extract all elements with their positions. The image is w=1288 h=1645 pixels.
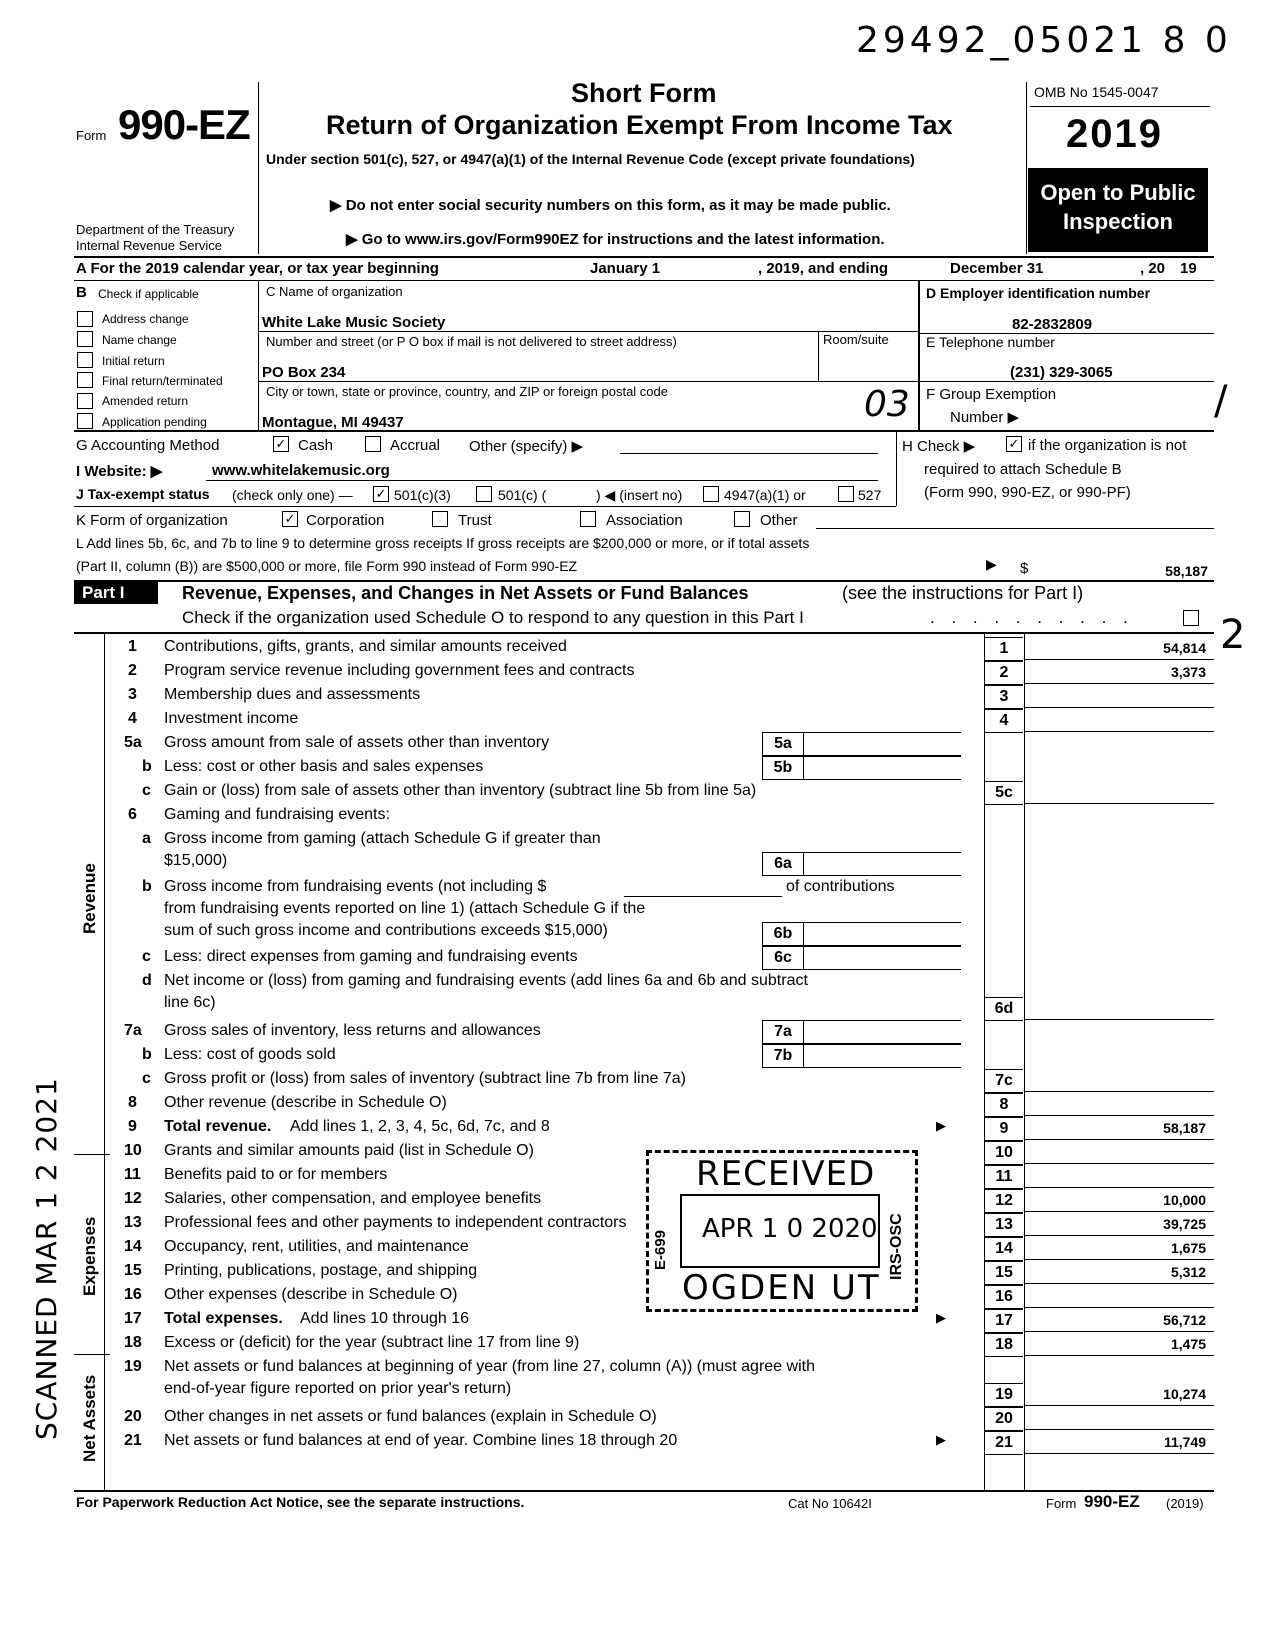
inner-line-box: 5a bbox=[762, 732, 804, 756]
inspection-label: Inspection bbox=[1062, 209, 1173, 234]
line-box: 4 bbox=[985, 709, 1023, 733]
line-number: 9 bbox=[128, 1118, 137, 1135]
line-description-2: $15,000) bbox=[164, 852, 228, 869]
line-box: 13 bbox=[985, 1213, 1023, 1237]
schedule-b-checkbox[interactable]: ✓ bbox=[1006, 436, 1022, 452]
line-number: d bbox=[142, 972, 152, 989]
line-amount[interactable]: 5,312 bbox=[1170, 1264, 1206, 1280]
line-amount[interactable]: 58,187 bbox=[1163, 1120, 1206, 1136]
line-description-rest: Add lines 1, 2, 3, 4, 5c, 6d, 7c, and 8 bbox=[290, 1118, 550, 1135]
527-label: 527 bbox=[858, 487, 882, 503]
form-label: Form bbox=[76, 128, 107, 143]
line-description-2: end-of-year figure reported on prior year's return) bbox=[164, 1380, 512, 1397]
received-city: OGDEN UT bbox=[682, 1268, 881, 1308]
line-box: 1 bbox=[985, 637, 1023, 661]
initial-return-checkbox[interactable] bbox=[77, 352, 93, 368]
arrow-icon: ▶ bbox=[936, 1118, 946, 1133]
line-number: 15 bbox=[124, 1262, 142, 1279]
cash-label: Cash bbox=[298, 437, 334, 454]
line-box: 19 bbox=[985, 1383, 1023, 1407]
line-number: b bbox=[142, 758, 152, 775]
line-number: a bbox=[142, 830, 151, 847]
handwritten-mark: / bbox=[1214, 378, 1228, 424]
501c-checkbox[interactable] bbox=[476, 486, 492, 502]
stamp-side-right: IRS-OSC bbox=[888, 1213, 905, 1280]
line-number: 7a bbox=[124, 1022, 142, 1039]
stamp-side-left: E-699 bbox=[652, 1229, 669, 1270]
application-pending-label: Application pending bbox=[102, 415, 207, 429]
line-box: 12 bbox=[985, 1189, 1023, 1213]
inner-amount-field[interactable] bbox=[803, 1044, 961, 1068]
schedule-b-text-3: (Form 990, 990-EZ, or 990-PF) bbox=[924, 484, 1131, 501]
ein-label: D Employer identification number bbox=[926, 285, 1151, 301]
ssn-notice: ▶ Do not enter social security numbers on this form, as it may be made public. bbox=[330, 197, 891, 214]
line-number: b bbox=[142, 1046, 152, 1063]
line-number: c bbox=[142, 1070, 151, 1087]
inner-line-box: 6b bbox=[762, 922, 804, 946]
line-amount[interactable]: 3,373 bbox=[1170, 664, 1206, 680]
part1-title: Revenue, Expenses, and Changes in Net Assets or Fund Balances bbox=[182, 583, 749, 603]
address-change-checkbox[interactable] bbox=[77, 311, 93, 327]
tax-exempt-status-note: (check only one) — bbox=[232, 487, 353, 503]
line-amount[interactable]: 39,725 bbox=[1163, 1216, 1206, 1232]
line-amount[interactable]: 1,675 bbox=[1170, 1240, 1206, 1256]
line-box: 2 bbox=[985, 661, 1023, 685]
inner-amount-field[interactable] bbox=[803, 946, 961, 970]
line-amount[interactable]: 10,274 bbox=[1163, 1386, 1206, 1402]
line-number: 20 bbox=[124, 1408, 142, 1425]
line-box: 6d bbox=[985, 997, 1023, 1021]
line-amount[interactable]: 10,000 bbox=[1163, 1192, 1206, 1208]
line-description-3: sum of such gross income and contributions exceeds $15,000) bbox=[164, 922, 608, 939]
line-amount[interactable]: 11,749 bbox=[1163, 1434, 1206, 1450]
form-number: 990-EZ bbox=[118, 101, 250, 148]
footer-cat-no: Cat No 10642I bbox=[788, 1496, 872, 1511]
gross-receipts-text-2: (Part II, column (B)) are $500,000 or more, file Form 990 instead of Form 990-EZ bbox=[76, 558, 578, 574]
line-number: 14 bbox=[124, 1238, 142, 1255]
line-number: 13 bbox=[124, 1214, 142, 1231]
accrual-label: Accrual bbox=[390, 437, 441, 454]
fundraising-contributions-blank[interactable] bbox=[624, 896, 782, 897]
other-method-label: Other (specify) ▶ bbox=[469, 438, 584, 455]
schedule-b-text-2: required to attach Schedule B bbox=[924, 461, 1122, 478]
inner-amount-field[interactable] bbox=[803, 732, 961, 756]
line-box: 14 bbox=[985, 1237, 1023, 1261]
line-description: Other revenue (describe in Schedule O) bbox=[164, 1094, 447, 1111]
tax-exempt-status-label: J Tax-exempt status bbox=[76, 486, 210, 502]
part1-title-note: (see the instructions for Part I) bbox=[842, 583, 1084, 603]
line-number: 19 bbox=[124, 1358, 142, 1375]
line-number: 2 bbox=[128, 662, 137, 679]
inner-amount-field[interactable] bbox=[803, 756, 961, 780]
line-number: 4 bbox=[128, 710, 137, 727]
tax-year-end-prefix: , 20 bbox=[1140, 260, 1166, 277]
line-amount[interactable]: 56,712 bbox=[1163, 1312, 1206, 1328]
inner-line-box: 5b bbox=[762, 756, 804, 780]
arrow-icon: ▶ bbox=[936, 1432, 946, 1447]
line-amount[interactable]: 54,814 bbox=[1163, 640, 1206, 656]
inner-amount-field[interactable] bbox=[803, 852, 961, 876]
line-number: 17 bbox=[124, 1310, 142, 1327]
amended-return-label: Amended return bbox=[102, 394, 189, 408]
inner-line-box: 6a bbox=[762, 852, 804, 876]
inner-line-box: 6c bbox=[762, 946, 804, 970]
city-label: City or town, state or province, country, and ZIP or foreign postal code bbox=[266, 384, 668, 399]
501c-label: 501(c) ( bbox=[498, 487, 547, 503]
schedule-o-leader: . . . . . . . . . . bbox=[930, 608, 1134, 627]
line-description: Excess or (deficit) for the year (subtract line 17 from line 9) bbox=[164, 1334, 580, 1351]
tax-year-end: December 31 bbox=[950, 260, 1044, 277]
footer-form-year: (2019) bbox=[1166, 1496, 1204, 1511]
line-number: 8 bbox=[128, 1094, 137, 1111]
line-number: 16 bbox=[124, 1286, 142, 1303]
line-description-2: line 6c) bbox=[164, 994, 216, 1011]
line-description: Membership dues and assessments bbox=[164, 686, 421, 703]
section-b-title: Check if applicable bbox=[98, 287, 199, 301]
address-change-label: Address change bbox=[102, 312, 189, 326]
inner-amount-field[interactable] bbox=[803, 1020, 961, 1044]
line-number: c bbox=[142, 782, 151, 799]
line-box: 21 bbox=[985, 1431, 1023, 1455]
received-text: RECEIVED bbox=[696, 1154, 876, 1194]
line-description: Other expenses (describe in Schedule O) bbox=[164, 1286, 458, 1303]
part1-tag: Part I bbox=[74, 582, 158, 604]
footer-form-label: Form bbox=[1046, 1496, 1077, 1511]
association-label: Association bbox=[606, 512, 683, 529]
document-locator-number: 29492_05021 8 0 bbox=[856, 20, 1232, 61]
form-subtitle: Under section 501(c), 527, or 4947(a)(1) of the Internal Revenue Code (except private foundations) bbox=[266, 151, 915, 167]
line-number: c bbox=[142, 948, 151, 965]
line-description: Investment income bbox=[164, 710, 299, 727]
line-description: Gross sales of inventory, less returns and allowances bbox=[164, 1022, 541, 1039]
line-box: 15 bbox=[985, 1261, 1023, 1285]
tax-year: 2019 bbox=[1066, 112, 1163, 156]
insert-no-label: ) ◀ (insert no) bbox=[596, 487, 683, 503]
inner-line-box: 7a bbox=[762, 1020, 804, 1044]
revenue-side-label: Revenue bbox=[80, 863, 99, 934]
title-short-form: Short Form bbox=[571, 78, 717, 108]
org-form-label: K Form of organization bbox=[76, 512, 228, 529]
city-state-zip: Montague, MI 49437 bbox=[262, 414, 404, 431]
org-name-label: C Name of organization bbox=[266, 284, 403, 299]
footer-form-number: 990-EZ bbox=[1084, 1492, 1140, 1511]
room-suite-label: Room/suite bbox=[823, 332, 889, 347]
line-description-2: from fundraising events reported on line 1) (attach Schedule G if the bbox=[164, 900, 646, 917]
line-description: Professional fees and other payments to independent contractors bbox=[164, 1214, 627, 1231]
street-address: PO Box 234 bbox=[262, 364, 346, 381]
line-description: Benefits paid to or for members bbox=[164, 1166, 388, 1183]
group-exemption-number-label: Number ▶ bbox=[950, 409, 1020, 426]
line-description-rest: Add lines 10 through 16 bbox=[300, 1310, 470, 1327]
org-name: White Lake Music Society bbox=[262, 314, 446, 331]
line-description-suffix: of contributions bbox=[786, 878, 895, 895]
net-assets-side-label: Net Assets bbox=[80, 1374, 99, 1462]
line-description: Salaries, other compensation, and employee benefits bbox=[164, 1190, 542, 1207]
line-description: Gain or (loss) from sale of assets other than inventory (subtract line 5b from line 5a) bbox=[164, 782, 757, 799]
accrual-checkbox[interactable] bbox=[365, 436, 381, 452]
line-box: 9 bbox=[985, 1117, 1023, 1141]
line-box: 5c bbox=[985, 781, 1023, 805]
line-description: Program service revenue including government fees and contracts bbox=[164, 662, 635, 679]
scanned-stamp: SCANNED MAR 1 2 2021 bbox=[30, 1077, 63, 1440]
group-exemption-label: F Group Exemption bbox=[926, 386, 1057, 403]
corporation-checkbox[interactable]: ✓ bbox=[282, 511, 298, 527]
received-date: APR 1 0 2020 bbox=[702, 1214, 878, 1244]
phone-label: E Telephone number bbox=[926, 334, 1055, 350]
line-description: Gross income from fundraising events (not including $ bbox=[164, 878, 547, 895]
line-box: 18 bbox=[985, 1333, 1023, 1357]
line-description: Gaming and fundraising events: bbox=[164, 806, 390, 823]
line-number: 1 bbox=[128, 638, 137, 655]
section-b-label: B bbox=[76, 284, 87, 301]
line-number: 21 bbox=[124, 1432, 142, 1449]
website-label: I Website: ▶ bbox=[76, 463, 163, 480]
cash-checkbox[interactable]: ✓ bbox=[273, 436, 289, 452]
line-description: Total revenue. bbox=[164, 1118, 272, 1135]
trust-label: Trust bbox=[458, 512, 492, 529]
phone-value: (231) 329-3065 bbox=[1010, 364, 1113, 381]
schedule-b-check-label: H Check ▶ bbox=[902, 438, 976, 455]
street-label: Number and street (or P O box if mail is not delivered to street address) bbox=[266, 334, 677, 349]
footer-paperwork-notice: For Paperwork Reduction Act Notice, see the separate instructions. bbox=[76, 1494, 525, 1510]
tax-year-begin: January 1 bbox=[590, 260, 661, 277]
line-description: Other changes in net assets or fund balances (explain in Schedule O) bbox=[164, 1408, 657, 1425]
margin-note: 2 bbox=[1220, 612, 1246, 658]
schedule-o-check-text: Check if the organization used Schedule O to respond to any question in this Part I bbox=[182, 608, 804, 627]
line-number: 11 bbox=[124, 1166, 141, 1183]
tax-year-line-label: A For the 2019 calendar year, or tax year beginning bbox=[76, 260, 439, 277]
dept-treasury: Department of the Treasury bbox=[76, 222, 235, 237]
application-pending-checkbox[interactable] bbox=[77, 413, 93, 429]
accounting-method-label: G Accounting Method bbox=[76, 437, 220, 454]
irs-instructions-notice: ▶ Go to www.irs.gov/Form990EZ for instructions and the latest information. bbox=[346, 231, 885, 248]
received-stamp bbox=[646, 1150, 916, 1310]
line-box: 8 bbox=[985, 1093, 1023, 1117]
line-description: Less: cost or other basis and sales expenses bbox=[164, 758, 484, 775]
line-description: Less: direct expenses from gaming and fundraising events bbox=[164, 948, 578, 965]
association-checkbox[interactable] bbox=[580, 511, 596, 527]
501c3-checkbox[interactable]: ✓ bbox=[373, 486, 389, 502]
final-return-checkbox[interactable] bbox=[77, 372, 93, 388]
line-number: 5a bbox=[124, 734, 142, 751]
corporation-label: Corporation bbox=[306, 512, 385, 529]
tax-year-mid: , 2019, and ending bbox=[758, 260, 889, 277]
line-number: 18 bbox=[124, 1334, 142, 1351]
line-number: 3 bbox=[128, 686, 137, 703]
line-description: Grants and similar amounts paid (list in Schedule O) bbox=[164, 1142, 534, 1159]
line-box: 11 bbox=[985, 1165, 1023, 1189]
line-box: 10 bbox=[985, 1141, 1023, 1165]
line-description: Contributions, gifts, grants, and similar amounts received bbox=[164, 638, 567, 655]
ein-value: 82-2832809 bbox=[1012, 316, 1093, 333]
website-value[interactable]: www.whitelakemusic.org bbox=[212, 462, 390, 479]
initial-return-label: Initial return bbox=[102, 354, 165, 368]
527-checkbox[interactable] bbox=[838, 486, 854, 502]
other-org-label: Other bbox=[760, 512, 798, 529]
omb-number: OMB No 1545-0047 bbox=[1034, 84, 1159, 100]
line-description: Net income or (loss) from gaming and fundraising events (add lines 6a and 6b and subtract bbox=[164, 972, 808, 989]
line-description: Less: cost of goods sold bbox=[164, 1046, 336, 1063]
line-description: Occupancy, rent, utilities, and maintenance bbox=[164, 1238, 469, 1255]
other-org-checkbox[interactable] bbox=[734, 511, 750, 527]
line-box: 17 bbox=[985, 1309, 1023, 1333]
gross-receipts-amount: 58,187 bbox=[1165, 563, 1208, 579]
line-number: 10 bbox=[124, 1142, 142, 1159]
line-number: 6 bbox=[128, 806, 137, 823]
line-box: 20 bbox=[985, 1407, 1023, 1431]
expenses-side-label: Expenses bbox=[80, 1216, 99, 1296]
4947-checkbox[interactable] bbox=[703, 486, 719, 502]
line-description: Gross amount from sale of assets other than inventory bbox=[164, 734, 550, 751]
form-title: Return of Organization Exempt From Income Tax bbox=[326, 110, 953, 140]
line-amount[interactable]: 1,475 bbox=[1170, 1336, 1206, 1352]
inner-amount-field[interactable] bbox=[803, 922, 961, 946]
inner-line-box: 7b bbox=[762, 1044, 804, 1068]
gross-receipts-text-1: L Add lines 5b, 6c, and 7b to line 9 to determine gross receipts If gross receipts are $200,000 or more, or if total assets bbox=[76, 535, 810, 551]
irs-label: Internal Revenue Service bbox=[76, 238, 222, 253]
trust-checkbox[interactable] bbox=[432, 511, 448, 527]
name-change-checkbox[interactable] bbox=[77, 331, 93, 347]
amended-return-checkbox[interactable] bbox=[77, 393, 93, 409]
schedule-o-checkbox[interactable] bbox=[1183, 610, 1199, 626]
line-description: Printing, publications, postage, and shipping bbox=[164, 1262, 478, 1279]
arrow-icon: ▶ bbox=[936, 1310, 946, 1325]
schedule-b-text-1: if the organization is not bbox=[1028, 437, 1187, 454]
line-number: 12 bbox=[124, 1190, 142, 1207]
line-description: Total expenses. bbox=[164, 1310, 283, 1327]
line-box: 7c bbox=[985, 1069, 1023, 1093]
open-to-public-label: Open to Public bbox=[1040, 180, 1196, 205]
line-description: Net assets or fund balances at end of year. Combine lines 18 through 20 bbox=[164, 1432, 678, 1449]
501c3-label: 501(c)(3) bbox=[394, 487, 451, 503]
tax-year-end-suffix: 19 bbox=[1180, 260, 1197, 277]
line-description: Gross profit or (loss) from sales of inventory (subtract line 7b from line 7a) bbox=[164, 1070, 686, 1087]
handwritten-code: 03 bbox=[864, 384, 910, 425]
4947-label: 4947(a)(1) or bbox=[724, 487, 806, 503]
gross-receipts-dollar: $ bbox=[1020, 560, 1029, 577]
line-box: 3 bbox=[985, 685, 1023, 709]
final-return-label: Final return/terminated bbox=[102, 374, 223, 388]
line-number: b bbox=[142, 878, 152, 895]
name-change-label: Name change bbox=[102, 333, 177, 347]
line-description: Net assets or fund balances at beginning of year (from line 27, column (A)) (must agree with bbox=[164, 1358, 815, 1375]
line-box: 16 bbox=[985, 1285, 1023, 1309]
gross-receipts-arrow: ▶ bbox=[986, 556, 997, 572]
line-description: Gross income from gaming (attach Schedule G if greater than bbox=[164, 830, 601, 847]
